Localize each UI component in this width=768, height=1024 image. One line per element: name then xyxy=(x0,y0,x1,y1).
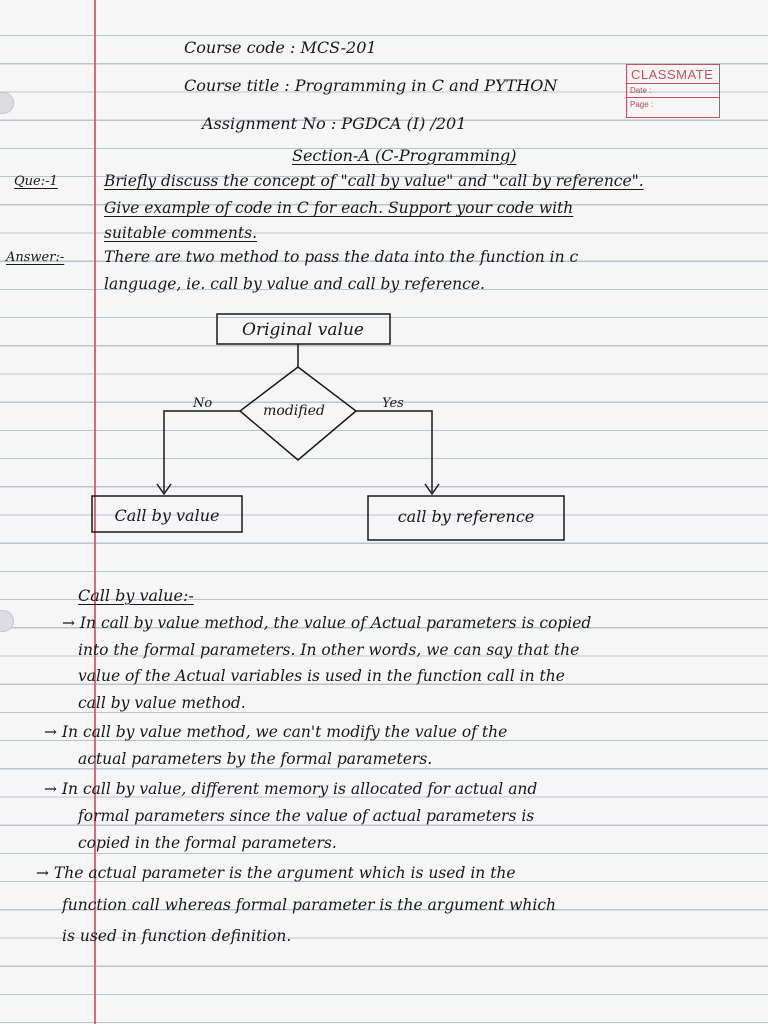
body-line: into the formal parameters. In other words, we can say that the xyxy=(78,641,580,659)
body-line: → The actual parameter is the argument which is used in the xyxy=(36,864,516,882)
assignment-no: Assignment No : PGDCA (I) /201 xyxy=(202,114,467,133)
body-line: value of the Actual variables is used in the function call in the xyxy=(78,667,565,685)
course-code: Course code : MCS-201 xyxy=(184,38,377,57)
course-title: Course title : Programming in C and PYTHON xyxy=(184,76,558,95)
answer-label: Answer:- xyxy=(6,250,65,265)
answer-line: There are two method to pass the data into the function in c xyxy=(104,248,579,266)
body-line: copied in the formal parameters. xyxy=(78,834,337,852)
no-label: No xyxy=(193,396,213,411)
question-line: Briefly discuss the concept of "call by value" and "call by reference". xyxy=(104,172,644,190)
body-line: formal parameters since the value of actual parameters is xyxy=(78,807,535,825)
stamp-date: Date : xyxy=(627,84,719,98)
stamp-brand: CLASSMATE xyxy=(627,65,719,84)
call-by-reference-label: call by reference xyxy=(397,507,535,526)
decision-label: modified xyxy=(263,403,325,419)
yes-branch-line xyxy=(356,411,432,492)
body-line: actual parameters by the formal parameters. xyxy=(78,750,433,768)
body-line: → In call by value method, the value of Actual parameters is copied xyxy=(62,614,592,632)
question-line: suitable comments. xyxy=(104,224,258,242)
stamp-page: Page : xyxy=(630,100,654,109)
call-by-value-heading: Call by value:- xyxy=(78,586,194,605)
original-value-label: Original value xyxy=(242,320,364,340)
question-line: Give example of code in C for each. Support your code with xyxy=(104,199,574,217)
no-branch-line xyxy=(164,411,240,492)
body-line: → In call by value, different memory is allocated for actual and xyxy=(44,780,538,798)
section-title: Section-A (C-Programming) xyxy=(292,146,517,165)
answer-line: language, ie. call by value and call by reference. xyxy=(104,275,485,293)
question-label: Que:-1 xyxy=(14,174,58,189)
body-line: function call whereas formal parameter is the argument which xyxy=(62,896,557,914)
yes-label: Yes xyxy=(382,396,404,411)
call-by-value-label: Call by value xyxy=(114,506,220,525)
body-line: → In call by value method, we can't modify the value of the xyxy=(44,723,508,741)
body-line: is used in function definition. xyxy=(62,927,292,945)
body-line: call by value method. xyxy=(78,694,246,712)
